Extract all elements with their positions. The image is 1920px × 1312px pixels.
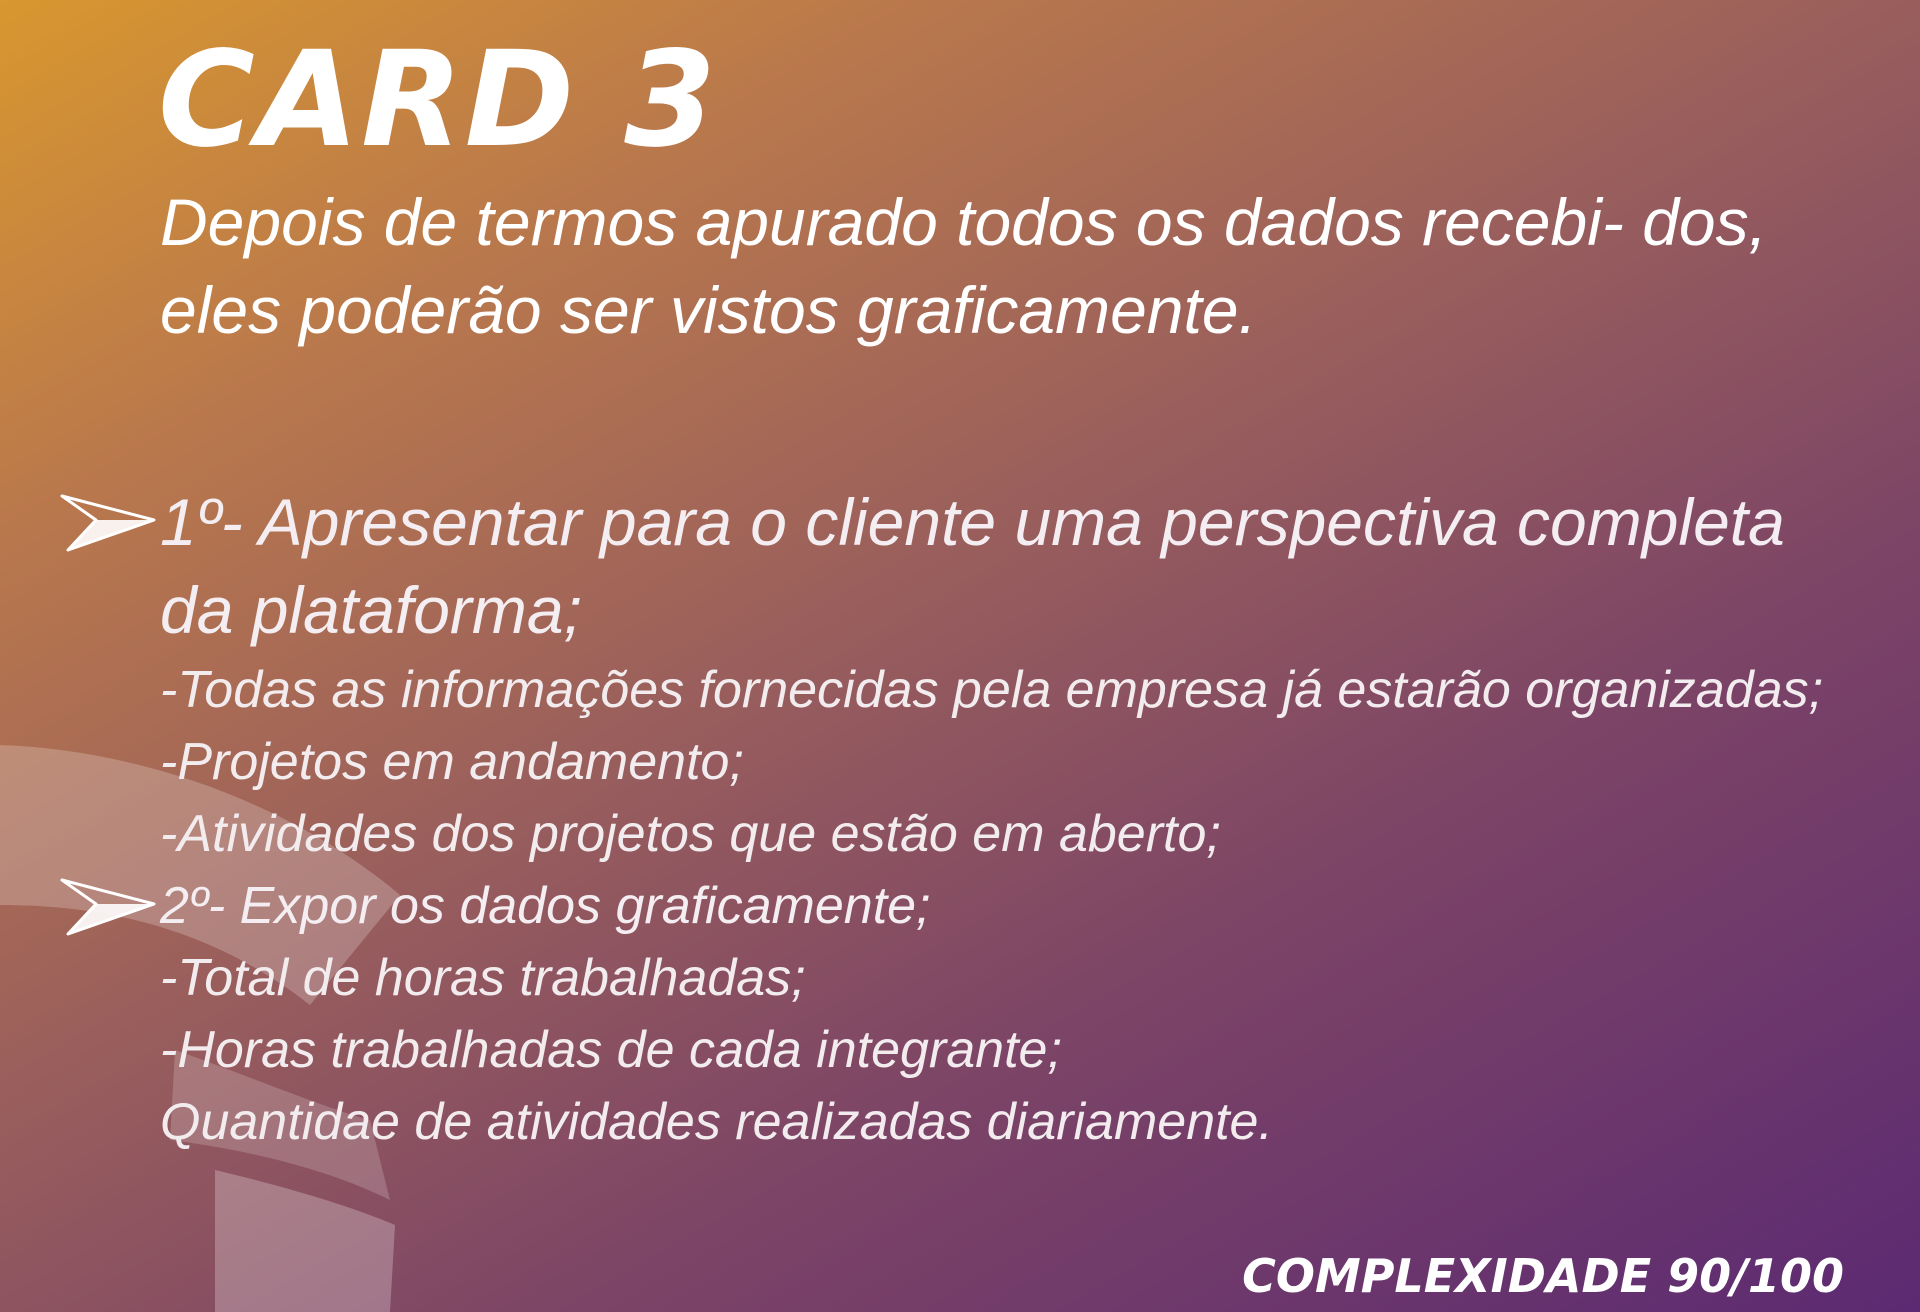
step-1-detail-3: -Atividades dos projetos que estão em aberto; <box>160 805 1221 863</box>
step-2-detail-2: -Horas trabalhadas de cada integrante; <box>160 1021 1062 1079</box>
step-1-detail-2: -Projetos em andamento; <box>160 733 744 791</box>
decorative-arc-bottom <box>215 1170 395 1312</box>
intro-paragraph: Depois de termos apurado todos os dados recebi- dos, eles poderão ser vistos graficamente. <box>160 185 1767 347</box>
step-2 <box>160 870 1860 1158</box>
complexity-label: COMPLEXIDADE 90/100 <box>1242 1249 1844 1303</box>
arrowhead-icon <box>60 492 156 552</box>
step-1-heading <box>160 478 1860 654</box>
step-2-detail-1: -Total de horas trabalhadas; <box>160 949 806 1007</box>
step-1-detail-1: -Todas as informações fornecidas pela empresa já estarão organizadas; <box>160 661 1824 719</box>
steps-list <box>160 478 1860 1158</box>
step-2-heading-text: 2º- Expor os dados graficamente; <box>160 877 931 935</box>
arrowhead-icon <box>60 876 156 936</box>
card-title: CARD 3 <box>158 23 719 177</box>
step-2-heading <box>160 870 1860 942</box>
step-2-detail-3: Quantidae de atividades realizadas diariamente. <box>160 1093 1273 1151</box>
step-1 <box>160 478 1860 870</box>
step-1-heading-text: 1º- Apresentar para o cliente uma perspectiva completa da plataforma; <box>160 485 1785 647</box>
